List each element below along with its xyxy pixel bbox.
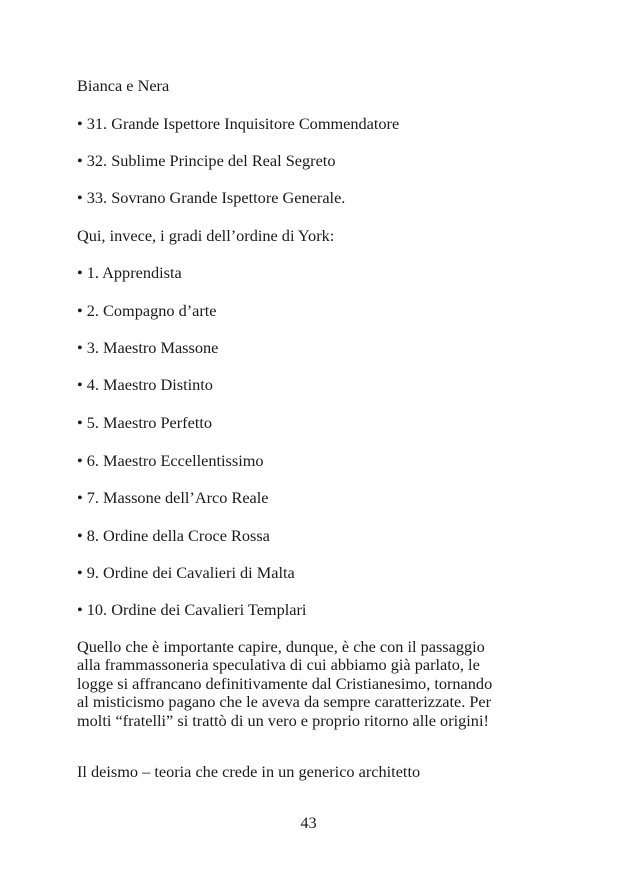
york-grade-3: • 3. Maestro Massone — [77, 338, 219, 357]
paragraph-line: logge si affrancano definitivamente dal Cristianesimo, tornando — [77, 673, 493, 693]
paragraph-line: Quello che è importante capire, dunque, è che con il passaggio — [77, 637, 485, 656]
york-grade-7: • 7. Massone dell’Arco Reale — [77, 488, 269, 507]
york-grade-2: • 2. Compagno d’arte — [77, 301, 217, 320]
paragraph-line: molti “fratelli” si trattò di un vero e proprio ritorno alle origini! — [77, 710, 489, 730]
last-line: Il deismo – teoria che crede in un generico architetto — [77, 762, 421, 781]
york-grade-6: • 6. Maestro Eccellentissimo — [77, 451, 264, 470]
grade-33: • 33. Sovrano Grande Ispettore Generale. — [77, 188, 346, 207]
paragraph-line: alla frammassoneria speculativa di cui abbiamo già parlato, le — [77, 655, 480, 675]
york-grade-1: • 1. Apprendista — [77, 263, 182, 282]
grade-31: • 31. Grande Ispettore Inquisitore Commendatore — [77, 114, 400, 133]
body-paragraph — [77, 638, 547, 730]
york-grade-5: • 5. Maestro Perfetto — [77, 413, 213, 432]
page-number: 43 — [300, 813, 317, 832]
york-grade-9: • 9. Ordine dei Cavalieri di Malta — [77, 563, 295, 582]
opening-line: Bianca e Nera — [77, 76, 170, 95]
york-grade-4: • 4. Maestro Distinto — [77, 375, 213, 394]
grade-32: • 32. Sublime Principe del Real Segreto — [77, 151, 336, 170]
york-grade-8: • 8. Ordine della Croce Rossa — [77, 526, 270, 545]
york-intro: Qui, invece, i gradi dell’ordine di York: — [77, 226, 335, 245]
paragraph-line: al misticismo pagano che le aveva da sempre caratterizzate. Per — [77, 692, 492, 712]
york-grade-10: • 10. Ordine dei Cavalieri Templari — [77, 600, 307, 619]
